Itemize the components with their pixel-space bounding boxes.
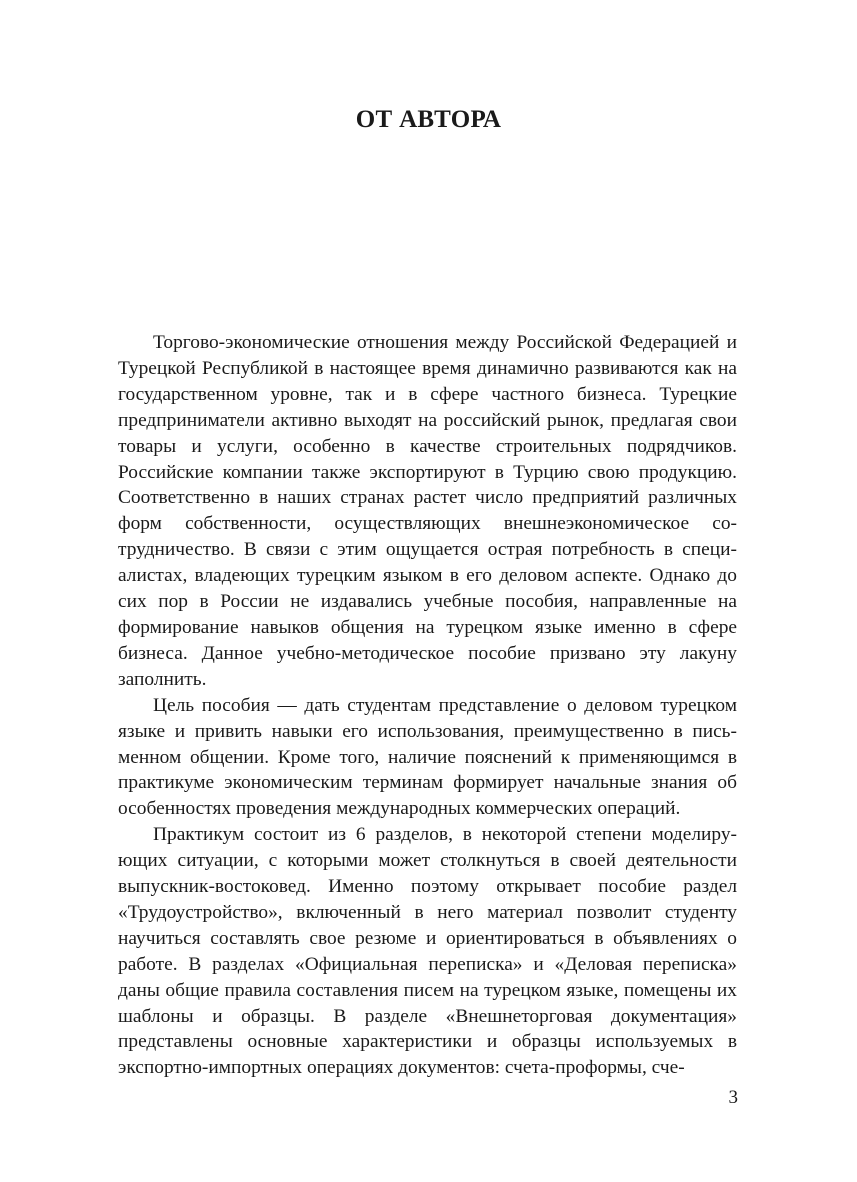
body-text (118, 330, 737, 1081)
page-number: 3 (728, 1087, 738, 1108)
paragraph-3: Практикум состоит из 6 разделов, в некоторой степени моделирующих ситуации, с которыми может столкнуться в своей деятельности выпускник-востоковед. Именно поэтому открывает пособие раздел «Трудоустройство», включенный в него материал позволит студенту научиться составлять свое резюме и ориентироваться в объявлениях о работе. В разделах «Официальная переписка» и «Деловая переписка» даны общие правила составления писем на турецком языке, помещены их шаблоны и образцы. В разделе «Внешнеторговая документация» представлены основные характеристики и образцы используемых в экспортно-импортных операциях документов: счета-проформы, сче- (118, 824, 737, 1079)
page-title: ОТ АВТОРА (355, 106, 502, 133)
paragraph-1: Торгово-экономические отношения между Российской Федерацией и Турецкой Республикой в настоящее время динамично развиваются как на государственном уровне, так и в сфере частного бизнеса. Турецкие предприниматели активно выходят на российский рынок, предлагая свои товары и услуги, особенно в качестве строительных подрядчиков. Российские компании также экспортируют в Турцию свою продукцию. Соответственно в наших странах растет число предприятий различных форм собственности, осуществляющих внешнеэкономическое сотрудничество. В связи с этим ощущается острая потребность в специалистах, владеющих турецким языком в его деловом аспекте. Однако до сих пор в России не издавались учебные пособия, направленные на формирование навыков общения на турецком языке именно в сфере бизнеса. Данное учебно-методическое пособие призвано эту лакуну заполнить. (118, 332, 737, 690)
paragraph-2: Цель пособия — дать студентам представление о деловом турецком языке и привить навыки его использования, преимущественно в письменном общении. Кроме того, наличие пояснений к применяющимся в практикуме экономическим терминам формирует начальные знания об особенностях проведения международных коммерческих операций. (118, 694, 737, 820)
